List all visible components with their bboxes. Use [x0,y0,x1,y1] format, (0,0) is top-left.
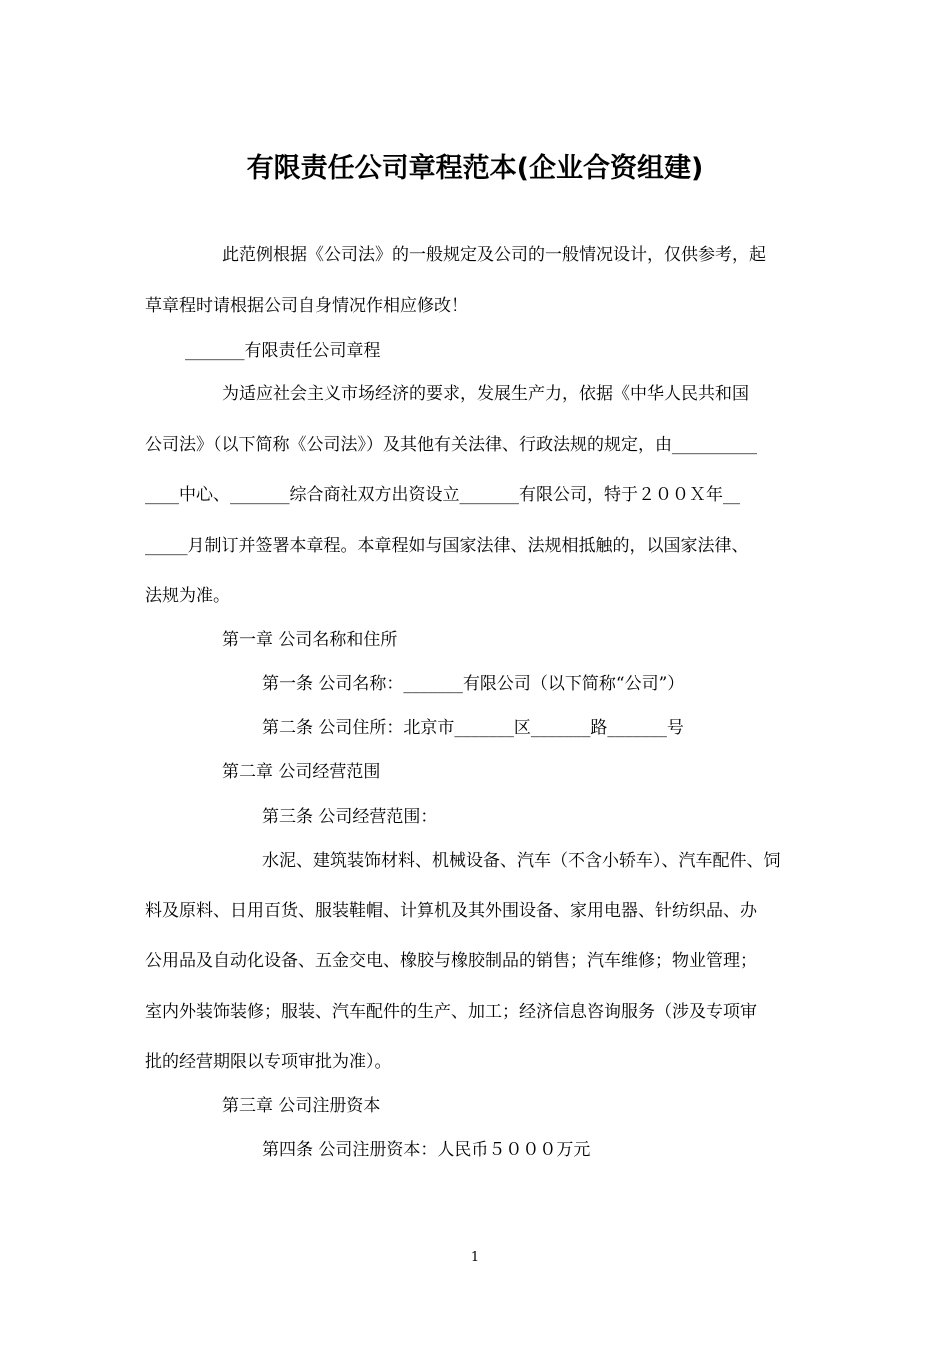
article-4: 第四条 公司注册资本：人民币５０００万元 [262,1140,591,1160]
charter-heading: _______有限责任公司章程 [185,341,381,361]
page-number: 1 [470,1250,480,1265]
document-title: 有限责任公司章程范本(企业合资组建) [246,153,704,184]
preamble-line-3: ____中心、_______综合商社双方出资设立_______有限公司，特于２００Ｘ年__ [145,485,740,505]
preamble-line-1: 为适应社会主义市场经济的要求，发展生产力，依据《中华人民共和国 [222,384,749,404]
intro-line-2: 草章程时请根据公司自身情况作相应修改！ [145,296,468,316]
scope-line-2: 料及原料、日用百货、服装鞋帽、计算机及其外围设备、家用电器、针纺织品、办 [145,901,757,921]
article-3: 第三条 公司经营范围： [262,807,438,827]
article-2: 第二条 公司住所：北京市_______区_______路_______号 [262,718,684,738]
article-1: 第一条 公司名称：_______有限公司（以下简称“公司”） [262,674,685,694]
scope-line-4: 室内外装饰装修；服装、汽车配件的生产、加工；经济信息咨询服务（涉及专项审 [145,1002,757,1022]
intro-line-1: 此范例根据《公司法》的一般规定及公司的一般情况设计，仅供参考，起 [222,245,766,265]
chapter-3-heading: 第三章 公司注册资本 [222,1096,381,1116]
scope-line-1: 水泥、建筑装饰材料、机械设备、汽车（不含小轿车）、汽车配件、饲 [262,851,781,871]
preamble-line-5: 法规为准。 [145,586,230,606]
chapter-2-heading: 第二章 公司经营范围 [222,762,381,782]
scope-line-3: 公用品及自动化设备、五金交电、橡胶与橡胶制品的销售；汽车维修；物业管理； [145,951,757,971]
preamble-line-2: 公司法》（以下简称《公司法》）及其他有关法律、行政法规的规定，由__________ [145,435,757,455]
chapter-1-heading: 第一章 公司名称和住所 [222,630,398,650]
preamble-line-4: _____月制订并签署本章程。本章程如与国家法律、法规相抵触的，以国家法律、 [145,536,749,556]
scope-line-5: 批的经营期限以专项审批为准）。 [145,1052,392,1072]
